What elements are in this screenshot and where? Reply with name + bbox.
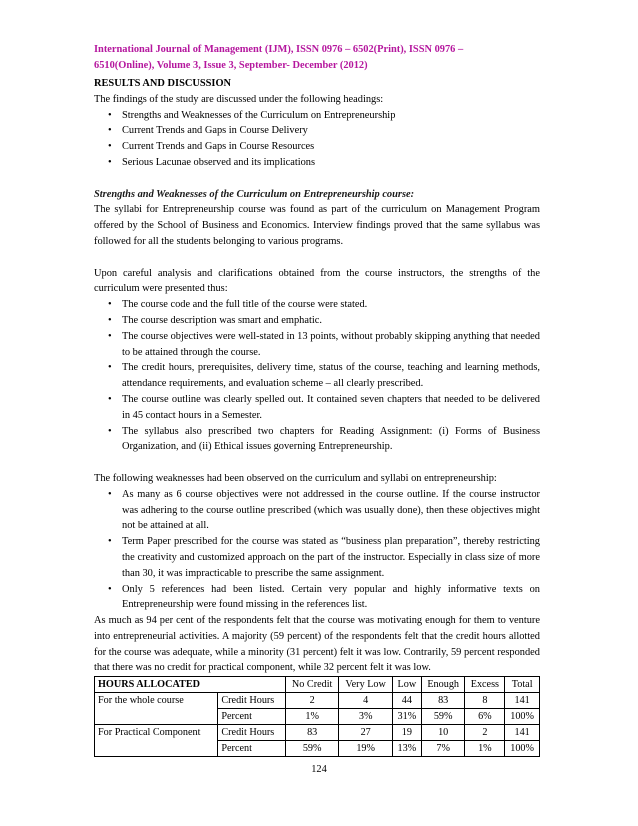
column-header: No Credit [285, 677, 339, 693]
table-row [95, 693, 540, 709]
list-item: • As many as 6 course objectives were not addressed in the course outline. If the course instructor was adhering to the course outline prescribed (which was usually done), then these objectives might not be attained at all. [94, 487, 540, 534]
table-cell: 2 [465, 725, 505, 741]
list-item: • The course outline was clearly spelled out. It contained seven chapters that needed to be delivered in 45 contact hours in a Semester. [94, 392, 540, 424]
journal-header [94, 42, 540, 74]
table-cell: 8 [465, 693, 505, 709]
article-body [94, 76, 540, 757]
journal-header-line1: International Journal of Management (IJM), ISSN 0976 – 6502(Print), ISSN 0976 – [94, 44, 464, 55]
table-cell: 100% [505, 709, 540, 725]
group-label: For Practical Component [95, 725, 218, 757]
table-cell: 1% [285, 709, 339, 725]
list-item: • The credit hours, prerequisites, delivery time, status of the course, teaching and learning methods, attendance requirements, and evaluation scheme – all clearly prescribed. [94, 360, 540, 392]
table-cell: 31% [392, 709, 421, 725]
list-item: • Current Trends and Gaps in Course Resources [94, 139, 540, 155]
table-cell: 3% [339, 709, 393, 725]
table-cell: 59% [421, 709, 465, 725]
table-cell: 4 [339, 693, 393, 709]
paragraph-strengths-intro: Upon careful analysis and clarifications obtained from the course instructors, the strengths of the curriculum were presented thus: [94, 267, 540, 295]
table-cell: 27 [339, 725, 393, 741]
list-item: • The course objectives were well-stated in 13 points, without probably skipping anything that needed to be attained through the course. [94, 329, 540, 361]
list-item: • Term Paper prescribed for the course was stated as “business plan preparation”, thereby restricting the creativity and customized approach on the part of the instructor. Especially in class size of more than 30, it was impracticable to prescribe the same assignment. [94, 534, 540, 581]
list-item: • Current Trends and Gaps in Course Delivery [94, 123, 540, 139]
table-cell: 83 [421, 693, 465, 709]
strengths-list [94, 297, 540, 455]
table-cell: 10 [421, 725, 465, 741]
table-cell: 83 [285, 725, 339, 741]
list-item: • Serious Lacunae observed and its implications [94, 155, 540, 171]
table-cell: 19 [392, 725, 421, 741]
column-header: Excess [465, 677, 505, 693]
table-cell: 44 [392, 693, 421, 709]
intro-paragraph: The findings of the study are discussed under the following headings: [94, 93, 384, 105]
list-item: • The course code and the full title of the course were stated. [94, 297, 540, 313]
group-label: For the whole course [95, 693, 218, 725]
row-label: Credit Hours [218, 693, 286, 709]
table-cell: 1% [465, 741, 505, 757]
row-label: Percent [218, 709, 286, 725]
list-item: • Only 5 references had been listed. Certain very popular and highly informative texts on Entrepreneurship were found missing in the references list. [94, 582, 540, 614]
column-header: Very Low [339, 677, 393, 693]
paragraph-weaknesses-intro: The following weaknesses had been observed on the curriculum and syllabi on entrepreneurship: [94, 472, 497, 484]
table-cell: 100% [505, 741, 540, 757]
table-cell: 141 [505, 693, 540, 709]
column-header: Enough [421, 677, 465, 693]
table-cell: 7% [421, 741, 465, 757]
column-header: Total [505, 677, 540, 693]
subsection-title: Strengths and Weaknesses of the Curriculum on Entrepreneurship course: [94, 188, 415, 200]
table-corner-label: HOURS ALLOCATED [95, 677, 286, 693]
hours-allocated-table [94, 676, 540, 757]
list-item: • Strengths and Weaknesses of the Curriculum on Entrepreneurship [94, 108, 540, 124]
table-row [95, 725, 540, 741]
table-cell: 13% [392, 741, 421, 757]
table-cell: 59% [285, 741, 339, 757]
row-label: Credit Hours [218, 725, 286, 741]
table-cell: 6% [465, 709, 505, 725]
paragraph-syllabi: The syllabi for Entrepreneurship course was found as part of the curriculum on Management Program offered by the School of Business and Economics. Interview findings proved that the same syllabus was followed for all the students belonging to various programs. [94, 204, 540, 247]
paragraph-survey-results: As much as 94 per cent of the respondents felt that the course was motivating enough for them to venture into entrepreneurial activities. A majority (59 percent) of the respondents felt that the credit hours allotted for the course was adequate, while a minority (31 percent) felt it was low. Contrarily, 59 percent responded that there was no credit for practical component, while 32 percent felt it was low. [94, 615, 540, 674]
table-cell: 2 [285, 693, 339, 709]
weaknesses-list [94, 487, 540, 613]
table-cell: 141 [505, 725, 540, 741]
table-header-row [95, 677, 540, 693]
headings-list [94, 108, 540, 171]
list-item: • The syllabus also prescribed two chapters for Reading Assignment: (i) Forms of Business Organization, and (ii) Ethical issues governing Entrepreneurship. [94, 424, 540, 456]
section-title: RESULTS AND DISCUSSION [94, 78, 232, 89]
table-cell: 19% [339, 741, 393, 757]
page-number: 124 [311, 764, 327, 775]
column-header: Low [392, 677, 421, 693]
journal-header-line2: 6510(Online), Volume 3, Issue 3, September- December (2012) [94, 60, 368, 71]
list-item: • The course description was smart and emphatic. [94, 313, 540, 329]
row-label: Percent [218, 741, 286, 757]
